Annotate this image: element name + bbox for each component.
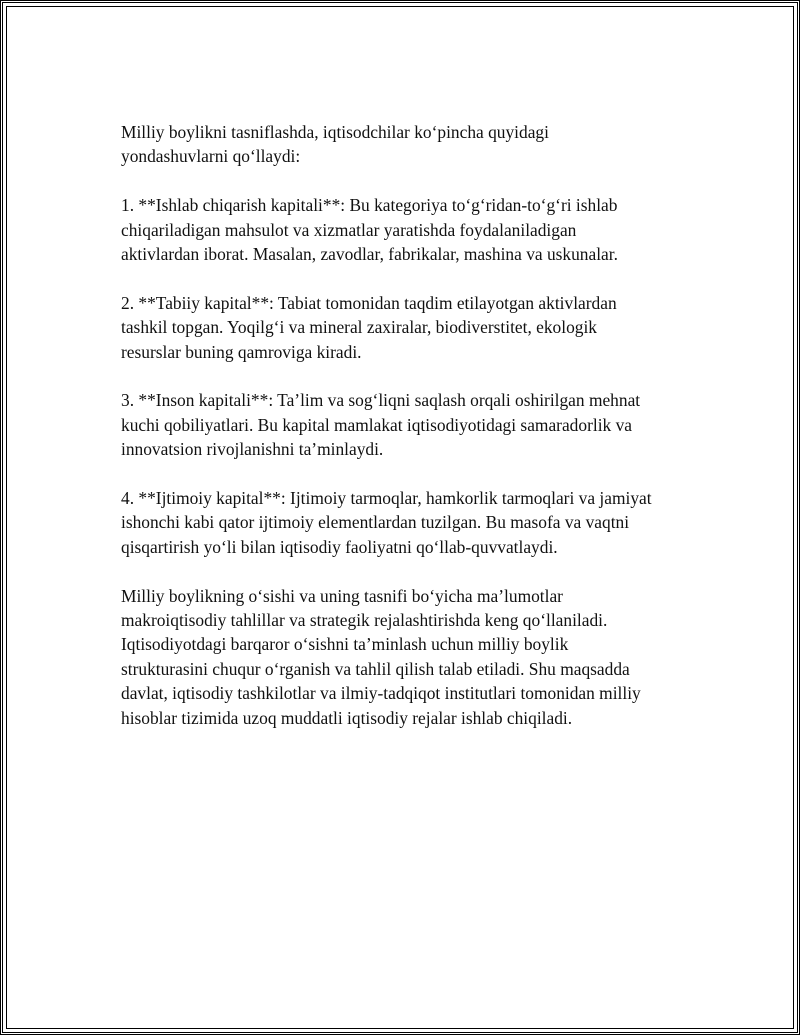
list-item-natural-capital: 2. **Tabiiy kapital**: Tabiat tomonidan taqdim etilayotgan aktivlardan tashkil topgan. Yoqilg‘i va mineral zaxiralar, biodiverstitet, ekologik resurslar buning qamroviga kiradi.	[121, 292, 617, 362]
conclusion-paragraph: Milliy boylikning o‘sishi va uning tasnifi bo‘yicha ma’lumotlar makroiqtisodiy tahlillar va strategik rejalashtirishda keng qo‘llaniladi. Iqtisodiyotdagi barqaror o‘sishni ta’minlash uchun milliy boylik strukturasini chuqur o‘rganish va tahlil qilish talab etiladi. Shu maqsadda davlat, iqtisodiy tashkilotlar va ilmiy-tadqiqot institutlari tomonidan milliy hisoblar tizimida uzoq muddatli iqtisodiy rejalar ishlab chiqiladi.	[121, 585, 641, 728]
list-item-social-capital: 4. **Ijtimoiy kapital**: Ijtimoiy tarmoqlar, hamkorlik tarmoqlari va jamiyat ishonchi kabi qator ijtimoiy elementlardan tuzilgan. Bu masofa va vaqtni qisqartirish yo‘li bilan iqtisodiy faoliyatni qo‘llab-quvvatlaydi.	[121, 488, 652, 557]
list-item-human-capital: 3. **Inson kapitali**: Ta’lim va sog‘liqni saqlash orqali oshirilgan mehnat kuchi qobiliyatlari. Bu kapital mamlakat iqtisodiyotidagi samaradorlik va innovatsion rivojlanishni ta’minlaydi.	[121, 390, 641, 460]
intro-paragraph: Milliy boylikni tasniflashda, iqtisodchilar ko‘pincha quyidagi yondashuvlarni qo‘llaydi:	[121, 122, 549, 167]
list-item-production-capital: 1. **Ishlab chiqarish kapitali**: Bu kategoriya to‘g‘ridan-to‘g‘ri ishlab chiqariladigan mahsulot va xizmatlar yaratishda foydalaniladigan aktivlardan iborat. Masalan, zavodlar, fabrikalar, mashina va uskunalar.	[121, 195, 618, 265]
document-body	[121, 120, 721, 730]
